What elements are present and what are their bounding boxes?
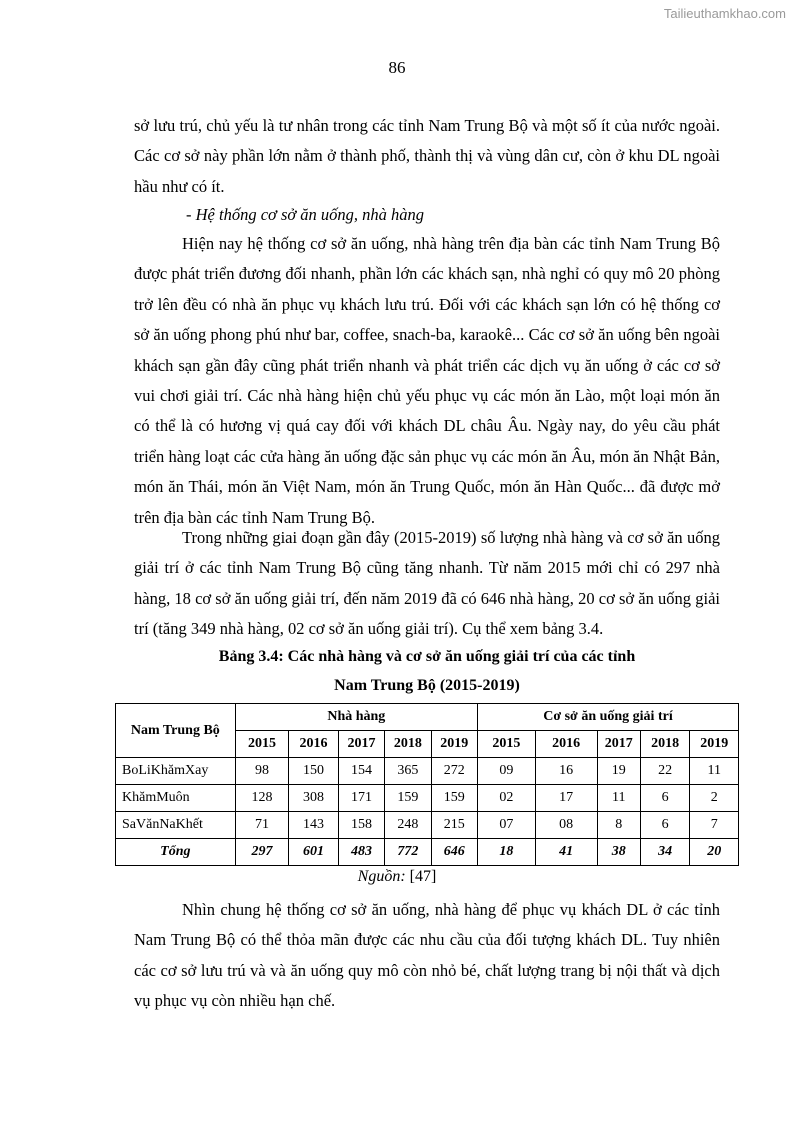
table-cell: 09 bbox=[477, 758, 535, 785]
year-header: 2016 bbox=[535, 731, 597, 758]
table-cell: 6 bbox=[640, 785, 690, 812]
total-cell: 601 bbox=[289, 839, 339, 866]
table-cell: 159 bbox=[431, 785, 477, 812]
table-cell: 128 bbox=[235, 785, 289, 812]
table-cell: 365 bbox=[385, 758, 431, 785]
table-cell: 154 bbox=[338, 758, 384, 785]
table-header-row bbox=[116, 704, 739, 731]
total-cell: 18 bbox=[477, 839, 535, 866]
table-cell: 16 bbox=[535, 758, 597, 785]
table-source bbox=[0, 868, 794, 886]
total-cell: 297 bbox=[235, 839, 289, 866]
total-cell: 772 bbox=[385, 839, 431, 866]
year-header: 2018 bbox=[385, 731, 431, 758]
year-header: 2017 bbox=[597, 731, 640, 758]
table-cell: 143 bbox=[289, 812, 339, 839]
table-total-row bbox=[116, 839, 739, 866]
table-caption-line1: Bảng 3.4: Các nhà hàng và cơ sở ăn uống giải trí của các tỉnh bbox=[218, 648, 636, 665]
total-cell: 483 bbox=[338, 839, 384, 866]
table-cell: 08 bbox=[535, 812, 597, 839]
table-row bbox=[116, 758, 739, 785]
paragraph-4: Nhìn chung hệ thống cơ sở ăn uống, nhà hàng để phục vụ khách DL ở các tỉnh Nam Trung Bộ có thể thỏa mãn được các nhu cầu của đối tượng khách DL. Tuy nhiên các cơ sở lưu trú và và ăn uống quy mô còn nhỏ bé, chất lượng trang bị nội thất và dịch vụ phục vụ còn nhiều hạn chế. bbox=[134, 900, 720, 1011]
region-header: Nam Trung Bộ bbox=[116, 704, 236, 758]
table-cell: 71 bbox=[235, 812, 289, 839]
year-header: 2018 bbox=[640, 731, 690, 758]
table-cell: 7 bbox=[690, 812, 739, 839]
table-cell: 19 bbox=[597, 758, 640, 785]
total-cell: 646 bbox=[431, 839, 477, 866]
source-label: Nguồn: bbox=[357, 868, 406, 885]
table-cell: 171 bbox=[338, 785, 384, 812]
year-header: 2016 bbox=[289, 731, 339, 758]
year-header: 2019 bbox=[690, 731, 739, 758]
table-cell: 98 bbox=[235, 758, 289, 785]
total-cell: 41 bbox=[535, 839, 597, 866]
source-ref: [47] bbox=[405, 868, 437, 885]
table-cell: 8 bbox=[597, 812, 640, 839]
table-cell: 17 bbox=[535, 785, 597, 812]
page-number: 86 bbox=[388, 58, 406, 77]
total-cell: 34 bbox=[640, 839, 690, 866]
row-name: BoLiKhămXay bbox=[116, 758, 236, 785]
year-header: 2015 bbox=[477, 731, 535, 758]
table-caption-line2: Nam Trung Bộ (2015-2019) bbox=[334, 677, 520, 694]
total-cell: 38 bbox=[597, 839, 640, 866]
table-cell: 11 bbox=[690, 758, 739, 785]
group-header-restaurants: Nhà hàng bbox=[235, 704, 477, 731]
table-cell: 272 bbox=[431, 758, 477, 785]
year-header: 2019 bbox=[431, 731, 477, 758]
table-cell: 02 bbox=[477, 785, 535, 812]
table-cell: 07 bbox=[477, 812, 535, 839]
year-header: 2015 bbox=[235, 731, 289, 758]
table-cell: 215 bbox=[431, 812, 477, 839]
section-heading: - Hệ thống cơ sở ăn uống, nhà hàng bbox=[186, 205, 425, 224]
table-row bbox=[116, 812, 739, 839]
paragraph-1: sở lưu trú, chủ yếu là tư nhân trong các tỉnh Nam Trung Bộ và một số ít của nước ngoài. Các cơ sở này phần lớn nằm ở thành phố, thành thị và vùng dân cư, còn ở khu DL ngoài hầu như có ít. bbox=[134, 116, 720, 196]
table-cell: 2 bbox=[690, 785, 739, 812]
table-cell: 22 bbox=[640, 758, 690, 785]
data-table bbox=[115, 703, 739, 866]
table-cell: 159 bbox=[385, 785, 431, 812]
paragraph-2: Hiện nay hệ thống cơ sở ăn uống, nhà hàng trên địa bàn các tỉnh Nam Trung Bộ được phát triển đương đối nhanh, phần lớn các khách sạn, nhà nghỉ có quy mô 20 phòng trở lên đều có nhà ăn phục vụ khách lưu trú. Đối với các khách sạn lớn có hệ thống cơ sở ăn uống phong phú như bar, coffee, snach-ba, karaokê... Các cơ sở ăn uống bên ngoài khách sạn gần đây cũng phát triển nhanh và phát triển các dịch vụ ăn uống ở các cơ sở vui chơi giải trí. Các nhà hàng hiện chủ yếu phục vụ các món ăn Lào, một loại món ăn có thể là có hương vị quá cay đối với khách DL châu Âu. Ngày nay, do yêu cầu phát triển hàng loạt các cửa hàng ăn uống đặc sản phục vụ các món ăn Âu, món ăn Nhật Bản, món ăn Thái, món ăn Việt Nam, món ăn Trung Quốc, món ăn Hàn Quốc... đã được mở trên địa bàn các tỉnh Nam Trung Bộ. bbox=[134, 234, 720, 527]
table-cell: 308 bbox=[289, 785, 339, 812]
table-cell: 248 bbox=[385, 812, 431, 839]
group-header-venues: Cơ sở ăn uống giải trí bbox=[477, 704, 738, 731]
table-cell: 158 bbox=[338, 812, 384, 839]
table-cell: 11 bbox=[597, 785, 640, 812]
row-name: KhămMuôn bbox=[116, 785, 236, 812]
table-row bbox=[116, 785, 739, 812]
watermark: Tailieuthamkhao.com bbox=[663, 6, 786, 21]
total-label: Tổng bbox=[116, 839, 236, 866]
year-header: 2017 bbox=[338, 731, 384, 758]
total-cell: 20 bbox=[690, 839, 739, 866]
table-cell: 6 bbox=[640, 812, 690, 839]
paragraph-3: Trong những giai đoạn gần đây (2015-2019) số lượng nhà hàng và cơ sở ăn uống giải trí ở các tỉnh Nam Trung Bộ cũng tăng nhanh. Từ năm 2015 mới chỉ có 297 nhà hàng, 18 cơ sở ăn uống giải trí, đến năm 2019 đã có 646 nhà hàng, 20 cơ sở ăn uống giải trí (tăng 349 nhà hàng, 02 cơ sở ăn uống giải trí). Cụ thể xem bảng 3.4. bbox=[134, 528, 720, 639]
row-name: SaVănNaKhết bbox=[116, 812, 236, 839]
table-cell: 150 bbox=[289, 758, 339, 785]
